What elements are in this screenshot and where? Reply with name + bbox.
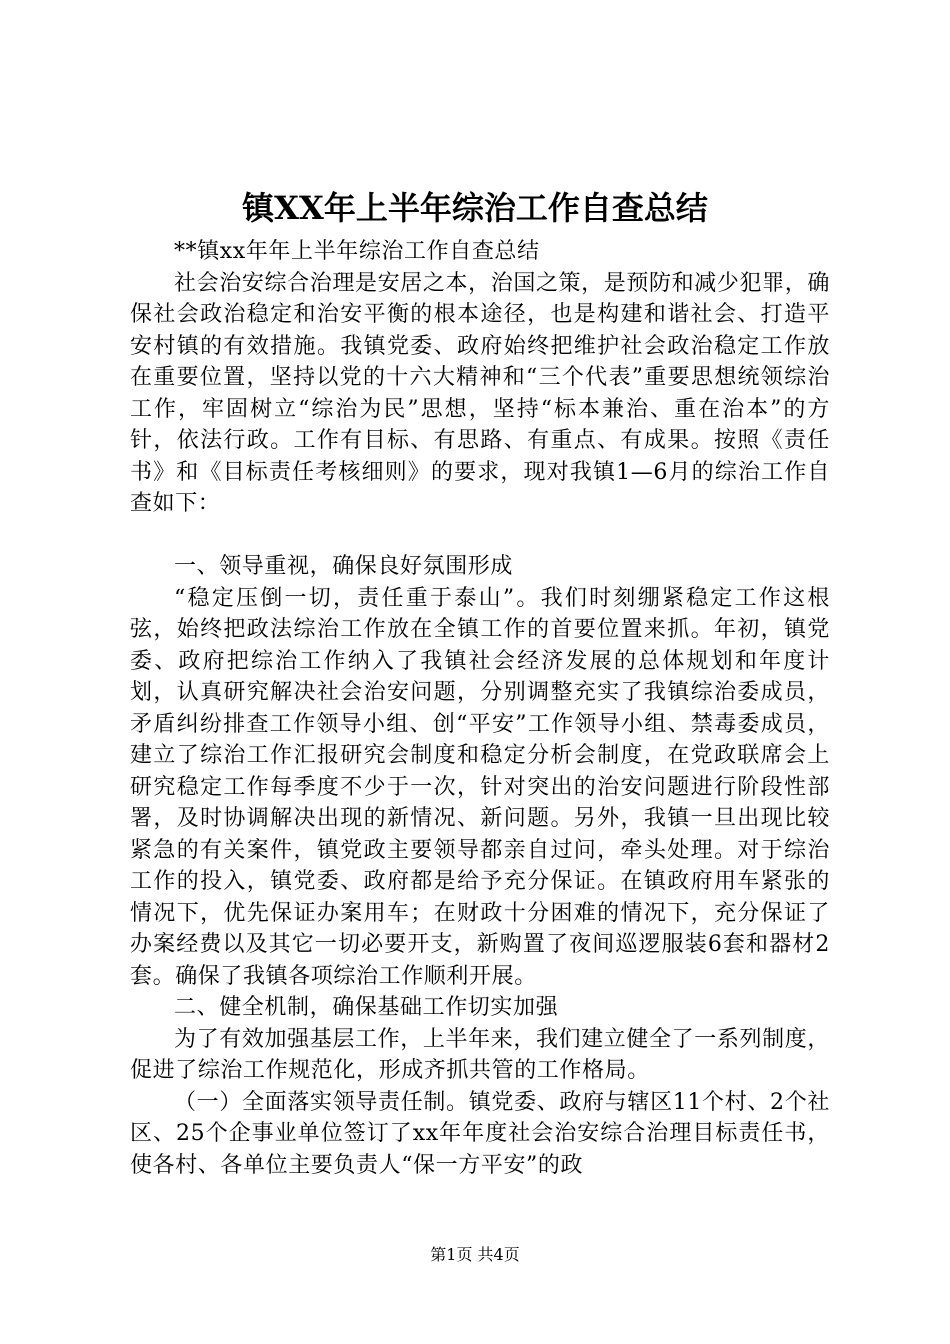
document-body [130, 236, 830, 1181]
section-1-paragraph: “稳定压倒一切，责任重于泰山”。我们时刻绷紧稳定工作这根弦，始终把政法综治工作放在全镇工作的首要位置来抓。年初，镇党委、政府把综治工作纳入了我镇社会经济发展的总体规划和年度计划，认真研究解决社会治安问题，分别调整充实了我镇综治委成员，矛盾纠纷排查工作领导小组、创“平安”工作领导小组、禁毒委成员，建立了综治工作汇报研究会制度和稳定分析会制度，在党政联席会上研究稳定工作每季度不少于一次，针对突出的治安问题进行阶段性部署，及时协调解决出现的新情况、新问题。另外，我镇一旦出现比较紧急的有关案件，镇党政主要领导都亲自过问，牵头处理。对于综治工作的投入，镇党委、政府都是给予充分保证。在镇政府用车紧张的情况下，优先保证办案用车；在财政十分困难的情况下，充分保证了办案经费以及其它一切必要开支，新购置了夜间巡逻服装6套和器材2套。确保了我镇各项综治工作顺利开展。 [130, 585, 830, 989]
paragraph-spacer [130, 520, 830, 552]
section-heading-1: 一、领导重视，确保良好氛围形成 [174, 554, 514, 579]
subtitle-paragraph: **镇xx年年上半年综治工作自查总结 [174, 239, 540, 264]
page-footer: 第1页 共4页 [430, 1245, 520, 1264]
document-title: 镇XX年上半年综治工作自查总结 [242, 189, 708, 227]
section-heading-2: 二、健全机制，确保基础工作切实加强 [174, 995, 559, 1020]
subsection-1-paragraph: （一）全面落实领导责任制。镇党委、政府与辖区11个村、2个社区、25个企事业单位签订了xx年年度社会治安综合治理目标责任书，使各村、各单位主要负责人“保一方平安”的政 [130, 1089, 830, 1178]
section-2-paragraph: 为了有效加强基层工作，上半年来，我们建立健全了一系列制度，促进了综治工作规范化，形成齐抓共管的工作格局。 [130, 1026, 830, 1083]
intro-paragraph: 社会治安综合治理是安居之本，治国之策，是预防和减少犯罪，确保社会政治稳定和治安平衡的根本途径，也是构建和谐社会、打造平安村镇的有效措施。我镇党委、政府始终把维护社会政治稳定工作放在重要位置，坚持以党的十六大精神和“三个代表”重要思想统领综治工作，牢固树立“综治为民”思想，坚持“标本兼治、重在治本”的方针，依法行政。工作有目标、有思路、有重点、有成果。按照《责任书》和《目标责任考核细则》的要求，现对我镇1—6月的综治工作自查如下： [130, 270, 830, 516]
